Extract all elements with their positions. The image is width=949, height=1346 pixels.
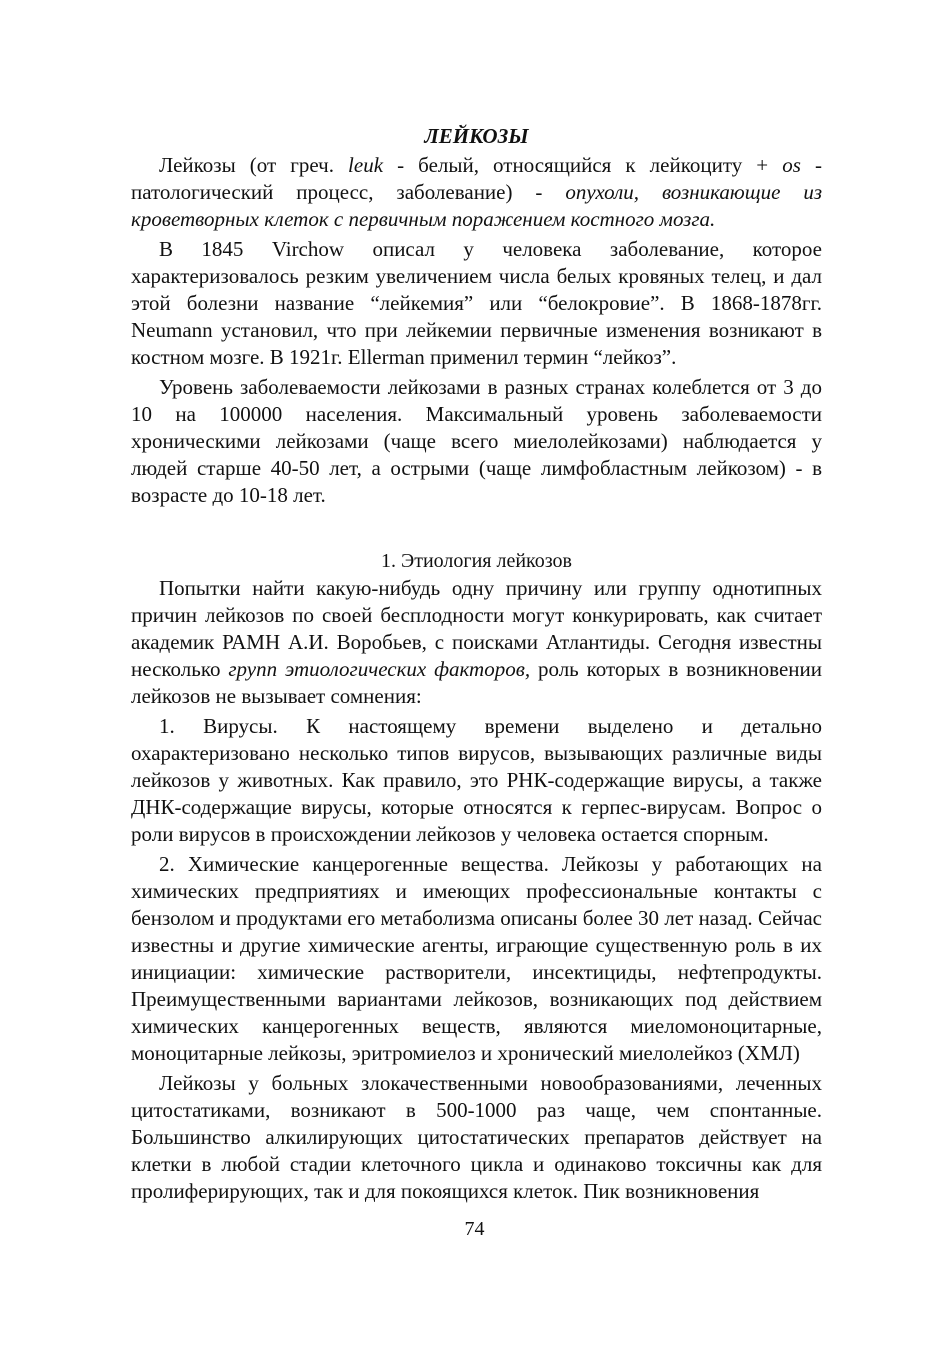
intro-paragraph	[131, 152, 822, 233]
intro-text-2: - белый, относящийся к лейкоциту +	[383, 153, 783, 177]
page-number: 74	[464, 1218, 485, 1240]
etiology-factors-term: групп этиологических факторов,	[228, 657, 531, 681]
etiology-intro-text-1: Попытки найти какую-нибудь одну причину или группу однотипных причин лейкозов по своей бесплодности могут конкурировать, как считает академик РАМН А.И. Воробьев, с поисками Атлантиды. Сегодня известны несколько	[131, 576, 822, 681]
history-paragraph: В 1845 Virchow описал у человека заболевание, которое характеризовалось резким увеличением числа белых кровяных телец, и дал этой болезни название “лейкемия” или “белокровие”. В 1868-1878гг. Neumann установил, что при лейкемии первичные изменения возникают в костном мозге. В 1921г. Ellerman применил термин “лейкоз”.	[131, 237, 822, 369]
intro-text-3: - патологический процесс, заболевание) -	[131, 153, 822, 204]
incidence-paragraph: Уровень заболеваемости лейкозами в разных странах колеблется от 3 до 10 на 100000 населения. Максимальный уровень заболеваемости хроническими лейкозами (чаще всего миелолейкозами) наблюдается у людей старше 40-50 лет, а острыми (чаще лимфобластным лейкозом) - в возрасте до 10-18 лет.	[131, 375, 822, 507]
etiology-intro-text-2: роль которых в возникновении лейкозов не вызывает сомнения:	[131, 657, 822, 708]
leukemia-definition: опухоли, возникающие из кроветворных клеток с первичным поражением костного мозга.	[131, 180, 823, 231]
chapter-title: ЛЕЙКОЗЫ	[424, 124, 529, 148]
cytostatics-paragraph: Лейкозы у больных злокачественными новообразованиями, леченных цитостатиками, возникают в 500-1000 раз чаще, чем спонтанные. Большинство алкилирующих цитостатических препаратов действует на клетки в любой стадии клеточного цикла и одинаково токсичны как для пролиферирующих, так и для покоящихся клеток. Пик возникновения	[131, 1071, 822, 1203]
page-body	[131, 122, 822, 1205]
viruses-paragraph: 1. Вирусы. К настоящему времени выделено и детально охарактеризовано несколько типов вирусов, вызывающих различные виды лейкозов у животных. Как правило, это РНК-содержащие вирусы, а также ДНК-содержащие вирусы, которые относятся к герпес-вирусам. Вопрос о роли вирусов в происхождении лейкозов у человека остается спорным.	[131, 714, 822, 846]
greek-term-os: os	[782, 153, 801, 177]
etiology-intro-paragraph	[131, 575, 822, 710]
greek-term-leuk: leuk	[348, 153, 384, 177]
intro-text-1: Лейкозы (от греч.	[159, 153, 349, 177]
section-heading-etiology: 1. Этиология лейкозов	[381, 550, 572, 572]
chemical-carcinogens-paragraph: 2. Химические канцерогенные вещества. Лейкозы у работающих на химических предприятиях и имеющих профессиональные контакты с бензолом и продуктами его метаболизма описаны более 30 лет назад. Сейчас известны и другие химические агенты, играющие существенную роль в их инициации: химические растворители, инсектициды, нефтепродукты. Преимущественными вариантами лейкозов, возникающих под действием химических канцерогенных веществ, являются миеломоноцитарные, моноцитарные лейкозы, эритромиелоз и хронический миелолейкоз (ХМЛ)	[131, 852, 822, 1065]
